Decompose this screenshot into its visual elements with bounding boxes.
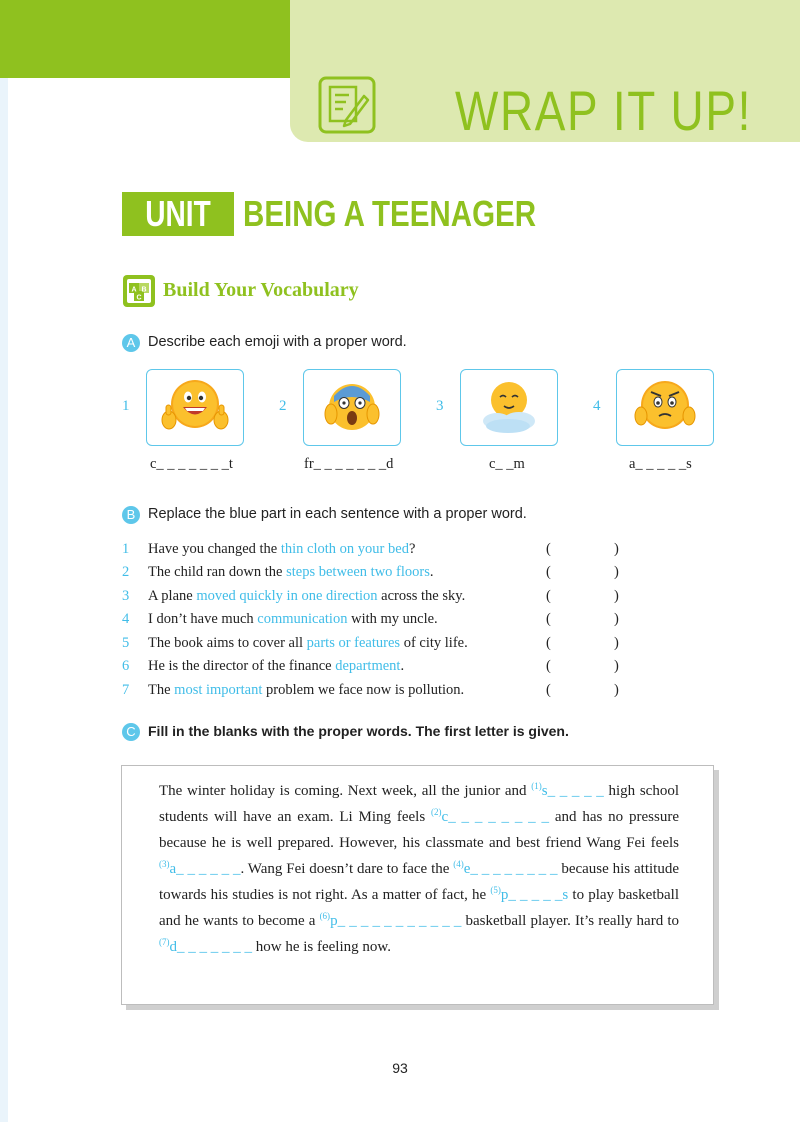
passage-blank: p_ _ _ _ _ _ _ _ _ _ _ xyxy=(330,913,462,929)
sentence-number: 6 xyxy=(122,658,130,674)
highlighted-phrase: department xyxy=(335,658,401,674)
section-a-instruction: Describe each emoji with a proper word. xyxy=(148,334,407,350)
sentence-text: I don’t have much communication with my uncle. xyxy=(148,611,438,627)
answer-paren-close: ) xyxy=(614,682,619,698)
emoji-number: 2 xyxy=(279,398,287,414)
scared-emoji-icon xyxy=(304,370,400,445)
nervous-emoji-icon xyxy=(617,370,713,445)
section-c-marker: C xyxy=(122,723,140,741)
answer-paren-open: ( xyxy=(546,541,551,557)
emoji-answer-blank: c_ _ _ _ _ _ _t xyxy=(150,456,233,472)
unit-badge xyxy=(122,192,234,278)
unit-label: UNIT 1 xyxy=(145,193,211,278)
thumbs-up-emoji-icon xyxy=(147,370,243,445)
sentence-row xyxy=(122,611,642,633)
passage-box xyxy=(121,765,714,1005)
emoji-number: 1 xyxy=(122,398,130,414)
sentence-row xyxy=(122,564,642,586)
blank-number: (7) xyxy=(159,937,170,947)
answer-paren-open: ( xyxy=(546,658,551,674)
vocabulary-title: Build Your Vocabulary xyxy=(163,279,359,301)
page-number: 93 xyxy=(392,1060,408,1076)
sentence-number: 7 xyxy=(122,682,130,698)
sentence-text: He is the director of the finance department. xyxy=(148,658,405,674)
section-c-instruction: Fill in the blanks with the proper words. The first letter is given. xyxy=(148,723,569,739)
section-b-instruction: Replace the blue part in each sentence with a proper word. xyxy=(148,506,527,522)
sentence-row xyxy=(122,635,642,657)
sentence-row xyxy=(122,588,642,610)
answer-paren-close: ) xyxy=(614,658,619,674)
passage-blank: d_ _ _ _ _ _ _ xyxy=(169,939,252,955)
sentence-row xyxy=(122,682,642,704)
sentence-text: Have you changed the thin cloth on your bed? xyxy=(148,541,416,557)
answer-paren-open: ( xyxy=(546,635,551,651)
highlighted-phrase: moved quickly in one direction xyxy=(196,588,378,604)
answer-paren-open: ( xyxy=(546,611,551,627)
passage-text: The winter holiday is coming. Next week, all the junior and $^{(1)}$s_ _ _ _ _ high school students will have an exam. Li Ming feels $^{(2)}$c_ _ _ _ _ _ _ _ and has no pressure because he is well prepared. However, his classmate and best friend Wang Fei feels $^{(3)}$a_ _ _ _ _ _. Wang Fei doesn’t dare to face the $^{(4)}$e_ _ _ _ _ _ _ _ because his attitude towards his studies is not right. As a matter of fact, he $^{(5)}$p_ _ _ _ _s to play basketball and he wants to become a $^{(6)}$p_ _ _ _ _ _ _ _ _ _ _ basketball player. It’s really hard to $^{(7)}$d_ _ _ _ _ _ _ how he is feeling now. xyxy=(159,781,680,955)
sentence-text: The book aims to cover all parts or features of city life. xyxy=(148,635,468,651)
blank-number: (4) xyxy=(453,859,464,869)
answer-paren-open: ( xyxy=(546,564,551,580)
section-b-marker: B xyxy=(122,506,140,524)
emoji-card xyxy=(303,369,401,446)
sentence-number: 2 xyxy=(122,564,130,580)
passage-blank: a_ _ _ _ _ _ xyxy=(169,861,241,877)
emoji-number: 4 xyxy=(593,398,601,414)
answer-paren-open: ( xyxy=(546,588,551,604)
sentence-number: 4 xyxy=(122,611,130,627)
section-a-marker: A xyxy=(122,334,140,352)
answer-paren-close: ) xyxy=(614,635,619,651)
passage-blank: s_ _ _ _ _ xyxy=(541,783,604,799)
svg-text:B: B xyxy=(141,286,147,294)
sentence-number: 5 xyxy=(122,635,130,651)
emoji-answer-blank: c_ _m xyxy=(489,456,525,472)
passage-blank: p_ _ _ _ _s xyxy=(500,887,569,903)
blank-number: (1) xyxy=(531,781,542,791)
svg-text:C: C xyxy=(136,294,142,302)
header-title: WRAP IT UP! xyxy=(455,79,753,142)
sentence-text: The child ran down the steps between two floors. xyxy=(148,564,434,580)
sentence-row xyxy=(122,541,642,563)
emoji-number: 3 xyxy=(436,398,444,414)
emoji-card xyxy=(460,369,558,446)
abc-blocks-icon xyxy=(122,274,156,308)
header-accent-bar xyxy=(0,0,290,78)
highlighted-phrase: parts or features xyxy=(306,635,401,651)
highlighted-phrase: steps between two floors xyxy=(286,564,430,580)
highlighted-phrase: most important xyxy=(174,682,263,698)
sentence-number: 1 xyxy=(122,541,130,557)
blank-number: (2) xyxy=(431,807,442,817)
sentence-text: A plane moved quickly in one direction across the sky. xyxy=(148,588,466,604)
unit-title: BEING A TEENAGER xyxy=(243,193,537,234)
emoji-answer-blank: a_ _ _ _ _s xyxy=(629,456,692,472)
notepad-pencil-icon xyxy=(318,76,376,134)
emoji-card xyxy=(616,369,714,446)
answer-paren-close: ) xyxy=(614,541,619,557)
sentence-text: The most important problem we face now is pollution. xyxy=(148,682,465,698)
passage-blank: e_ _ _ _ _ _ _ _ xyxy=(463,861,558,877)
calm-cloud-emoji-icon xyxy=(461,370,557,445)
highlighted-phrase: communication xyxy=(257,611,348,627)
answer-paren-open: ( xyxy=(546,682,551,698)
emoji-answer-blank: fr_ _ _ _ _ _ _d xyxy=(304,456,394,472)
answer-paren-close: ) xyxy=(614,611,619,627)
highlighted-phrase: thin cloth on your bed xyxy=(280,541,409,557)
emoji-card xyxy=(146,369,244,446)
answer-paren-close: ) xyxy=(614,564,619,580)
passage-blank: c_ _ _ _ _ _ _ _ xyxy=(441,809,550,825)
blank-number: (6) xyxy=(319,911,331,921)
blank-number: (5) xyxy=(490,885,501,895)
svg-text:A: A xyxy=(131,286,137,294)
sentence-number: 3 xyxy=(122,588,130,604)
left-margin-strip xyxy=(0,0,8,1122)
blank-number: (3) xyxy=(159,859,170,869)
answer-paren-close: ) xyxy=(614,588,619,604)
sentence-row xyxy=(122,658,642,680)
